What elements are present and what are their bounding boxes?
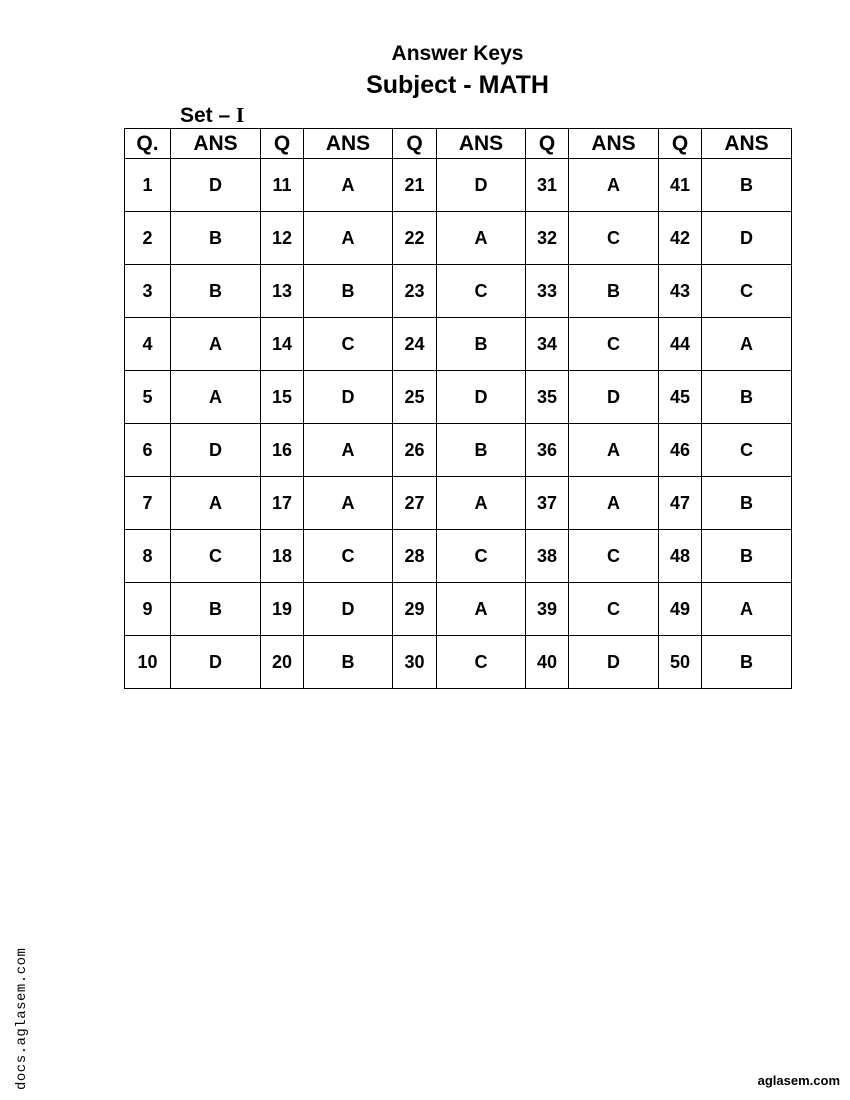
answer-cell: D <box>702 212 792 265</box>
question-number: 39 <box>526 583 569 636</box>
answer-cell: A <box>437 212 526 265</box>
question-number: 3 <box>125 265 171 318</box>
answer-cell: C <box>304 318 393 371</box>
answer-cell: B <box>304 265 393 318</box>
set-numeral: I <box>236 103 245 127</box>
answer-cell: C <box>569 318 659 371</box>
question-number: 8 <box>125 530 171 583</box>
answer-cell: A <box>304 477 393 530</box>
header-question: Q <box>659 129 702 159</box>
question-number: 42 <box>659 212 702 265</box>
header-answer: ANS <box>171 129 261 159</box>
header-answer: ANS <box>702 129 792 159</box>
set-label <box>180 103 244 128</box>
question-number: 25 <box>393 371 437 424</box>
answer-cell: B <box>569 265 659 318</box>
answer-cell: B <box>171 265 261 318</box>
question-number: 17 <box>261 477 304 530</box>
answer-cell: C <box>702 424 792 477</box>
question-number: 44 <box>659 318 702 371</box>
question-number: 11 <box>261 159 304 212</box>
question-number: 45 <box>659 371 702 424</box>
question-number: 13 <box>261 265 304 318</box>
answer-cell: B <box>171 212 261 265</box>
question-number: 6 <box>125 424 171 477</box>
question-number: 2 <box>125 212 171 265</box>
answer-cell: B <box>171 583 261 636</box>
answer-cell: D <box>304 583 393 636</box>
question-number: 20 <box>261 636 304 689</box>
answer-cell: D <box>437 371 526 424</box>
question-number: 33 <box>526 265 569 318</box>
header-question: Q. <box>125 129 171 159</box>
header-question: Q <box>526 129 569 159</box>
answer-cell: A <box>304 212 393 265</box>
question-number: 40 <box>526 636 569 689</box>
answer-cell: C <box>569 583 659 636</box>
answer-cell: D <box>437 159 526 212</box>
table-row <box>125 583 792 636</box>
question-number: 7 <box>125 477 171 530</box>
answer-key-table <box>124 128 792 689</box>
question-number: 19 <box>261 583 304 636</box>
question-number: 29 <box>393 583 437 636</box>
answer-cell: C <box>437 636 526 689</box>
subject-title: Subject - MATH <box>366 71 549 99</box>
answer-cell: C <box>437 530 526 583</box>
question-number: 38 <box>526 530 569 583</box>
question-number: 22 <box>393 212 437 265</box>
question-number: 30 <box>393 636 437 689</box>
answer-cell: B <box>702 477 792 530</box>
header-answer: ANS <box>437 129 526 159</box>
question-number: 15 <box>261 371 304 424</box>
answer-cell: D <box>569 371 659 424</box>
question-number: 35 <box>526 371 569 424</box>
answer-cell: D <box>171 636 261 689</box>
question-number: 16 <box>261 424 304 477</box>
question-number: 12 <box>261 212 304 265</box>
table-row <box>125 636 792 689</box>
table-row <box>125 318 792 371</box>
question-number: 27 <box>393 477 437 530</box>
answer-cell: A <box>569 424 659 477</box>
answer-cell: C <box>437 265 526 318</box>
question-number: 46 <box>659 424 702 477</box>
question-number: 21 <box>393 159 437 212</box>
question-number: 48 <box>659 530 702 583</box>
answer-cell: D <box>304 371 393 424</box>
answer-cell: B <box>437 424 526 477</box>
answer-cell: B <box>702 636 792 689</box>
question-number: 14 <box>261 318 304 371</box>
question-number: 31 <box>526 159 569 212</box>
header-answer: ANS <box>569 129 659 159</box>
answer-cell: B <box>702 371 792 424</box>
question-number: 47 <box>659 477 702 530</box>
footer-watermark: aglasem.com <box>757 1073 840 1088</box>
header-answer: ANS <box>304 129 393 159</box>
answer-cell: A <box>569 477 659 530</box>
answer-cell: A <box>569 159 659 212</box>
question-number: 5 <box>125 371 171 424</box>
header-question: Q <box>393 129 437 159</box>
answer-cell: A <box>171 371 261 424</box>
question-number: 37 <box>526 477 569 530</box>
answer-cell: A <box>304 424 393 477</box>
header-question: Q <box>261 129 304 159</box>
question-number: 34 <box>526 318 569 371</box>
table-row <box>125 424 792 477</box>
answer-cell: C <box>702 265 792 318</box>
answer-cell: D <box>569 636 659 689</box>
table-header-row <box>125 129 792 159</box>
table-row <box>125 371 792 424</box>
table-body <box>125 159 792 689</box>
table-row <box>125 530 792 583</box>
question-number: 41 <box>659 159 702 212</box>
question-number: 1 <box>125 159 171 212</box>
answer-cell: B <box>702 530 792 583</box>
answer-cell: A <box>437 477 526 530</box>
table-row <box>125 212 792 265</box>
answer-cell: C <box>569 530 659 583</box>
question-number: 4 <box>125 318 171 371</box>
question-number: 43 <box>659 265 702 318</box>
table-row <box>125 477 792 530</box>
question-number: 18 <box>261 530 304 583</box>
answer-cell: D <box>171 159 261 212</box>
set-prefix: Set – <box>180 104 237 127</box>
table-row <box>125 159 792 212</box>
answer-cell: C <box>171 530 261 583</box>
answer-cell: A <box>702 583 792 636</box>
answer-cell: A <box>171 318 261 371</box>
question-number: 24 <box>393 318 437 371</box>
question-number: 9 <box>125 583 171 636</box>
question-number: 10 <box>125 636 171 689</box>
question-number: 49 <box>659 583 702 636</box>
page-title: Answer Keys <box>391 42 524 65</box>
question-number: 26 <box>393 424 437 477</box>
question-number: 28 <box>393 530 437 583</box>
table-row <box>125 265 792 318</box>
side-watermark: docs.aglasem.com <box>14 947 30 1090</box>
answer-cell: C <box>304 530 393 583</box>
question-number: 32 <box>526 212 569 265</box>
question-number: 50 <box>659 636 702 689</box>
question-number: 36 <box>526 424 569 477</box>
answer-cell: A <box>437 583 526 636</box>
answer-cell: A <box>702 318 792 371</box>
answer-cell: B <box>702 159 792 212</box>
answer-cell: A <box>171 477 261 530</box>
answer-cell: B <box>437 318 526 371</box>
answer-cell: C <box>569 212 659 265</box>
answer-cell: A <box>304 159 393 212</box>
answer-cell: D <box>171 424 261 477</box>
question-number: 23 <box>393 265 437 318</box>
answer-cell: B <box>304 636 393 689</box>
